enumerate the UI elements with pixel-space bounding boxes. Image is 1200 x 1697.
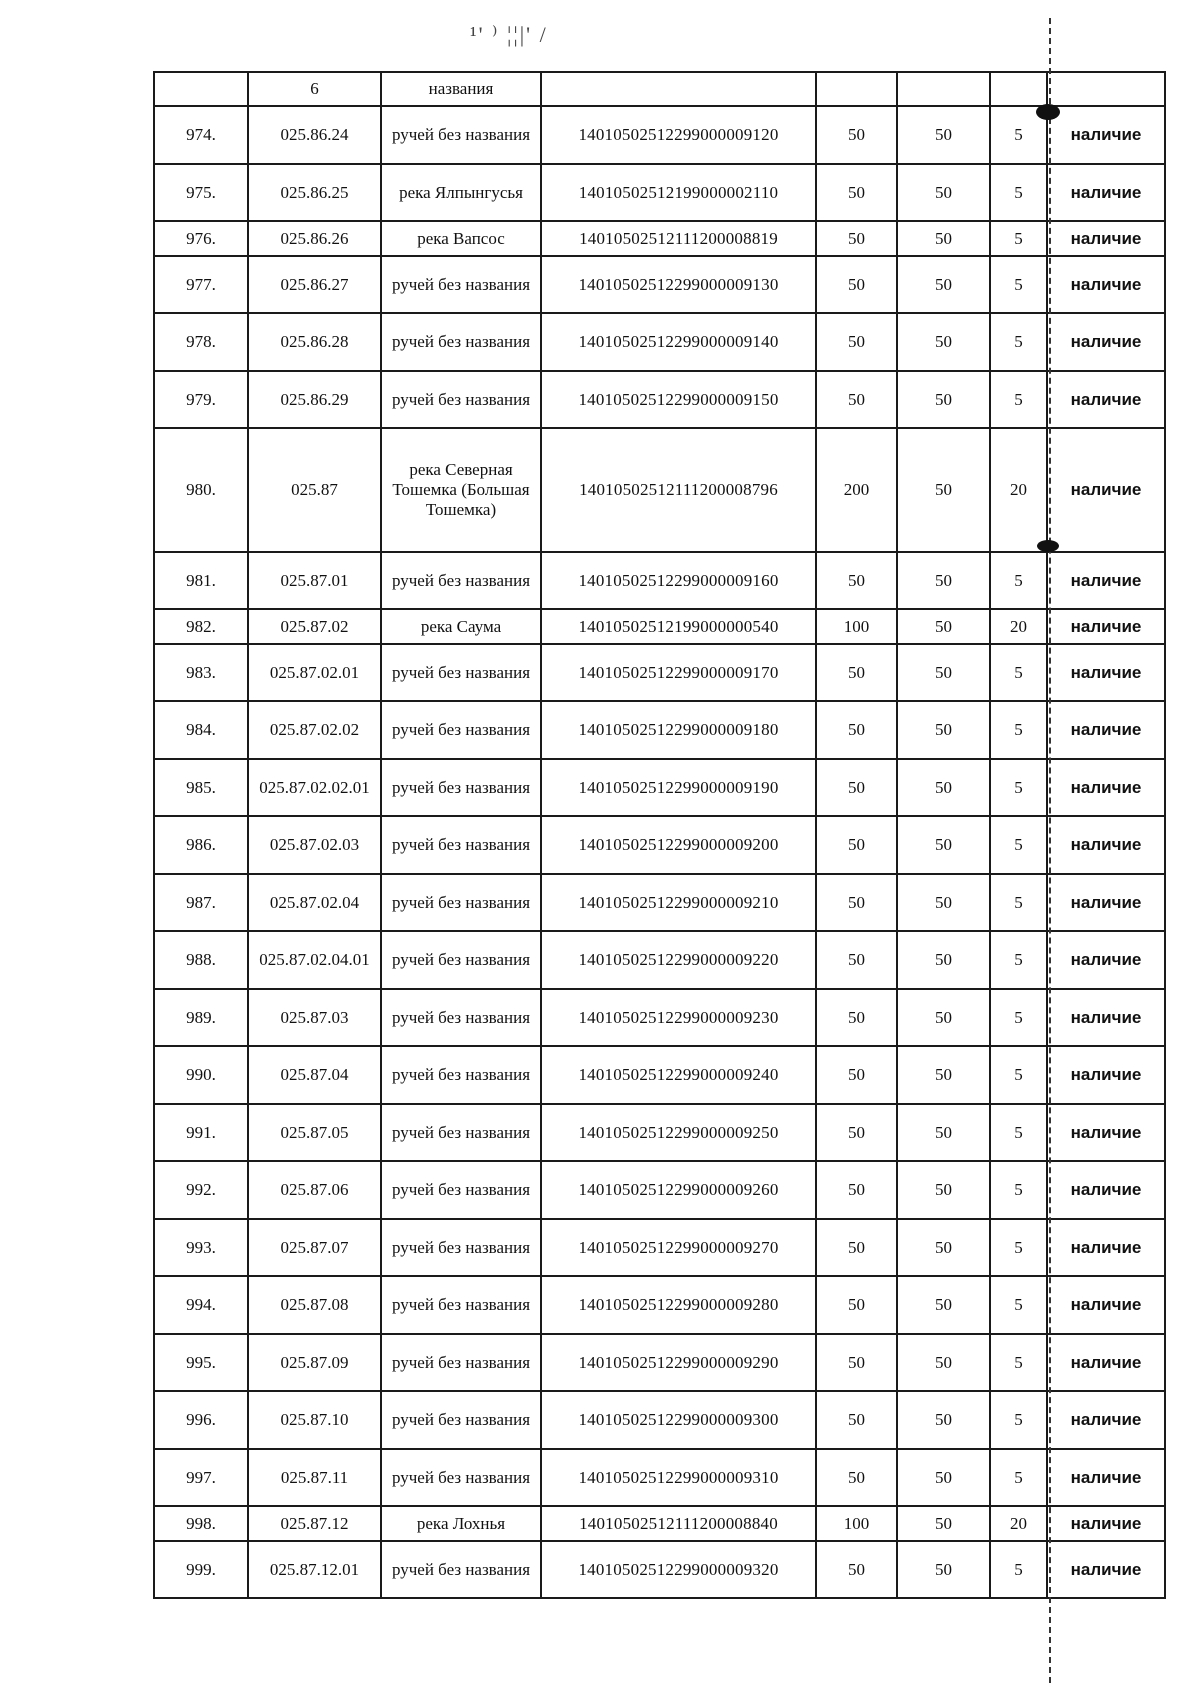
- status-cell: наличие: [1047, 701, 1165, 759]
- value-3: 20: [990, 1506, 1047, 1541]
- value-2: 50: [897, 1276, 990, 1334]
- row-number: 999.: [154, 1541, 248, 1598]
- value-2: 50: [897, 1391, 990, 1449]
- hydro-code: 025.87.02.02.01: [248, 759, 381, 816]
- water-body-name: река Вапсос: [381, 221, 541, 256]
- ink-blot: [1037, 540, 1059, 552]
- row-number: 995.: [154, 1334, 248, 1391]
- value-3: 5: [990, 816, 1047, 874]
- water-body-name: ручей без названия: [381, 701, 541, 759]
- water-body-name: ручей без названия: [381, 313, 541, 371]
- water-body-name: ручей без названия: [381, 931, 541, 989]
- table-row: [154, 989, 1165, 1046]
- hydro-code: 025.87.05: [248, 1104, 381, 1161]
- registry-id: 14010502512299000009300: [541, 1391, 816, 1449]
- row-number: 983.: [154, 644, 248, 701]
- value-3: 5: [990, 931, 1047, 989]
- registry-id: 14010502512299000009160: [541, 552, 816, 609]
- table-body: [154, 72, 1165, 1598]
- registry-id: 14010502512199000002110: [541, 164, 816, 221]
- water-body-name: ручей без названия: [381, 1046, 541, 1104]
- hydro-code: 025.87.02.03: [248, 816, 381, 874]
- water-body-name: ручей без названия: [381, 644, 541, 701]
- hydro-code: 025.86.24: [248, 106, 381, 164]
- scan-fold-line: [1049, 18, 1051, 1683]
- value-1: 50: [816, 1104, 897, 1161]
- row-number: 990.: [154, 1046, 248, 1104]
- hydro-code: 025.87.04: [248, 1046, 381, 1104]
- registry-id: 14010502512299000009190: [541, 759, 816, 816]
- value-2: 50: [897, 816, 990, 874]
- water-body-name: ручей без названия: [381, 1391, 541, 1449]
- table-row: [154, 1541, 1165, 1598]
- water-body-name: ручей без названия: [381, 1161, 541, 1219]
- water-body-name: ручей без названия: [381, 989, 541, 1046]
- value-1: 50: [816, 106, 897, 164]
- status-cell: наличие: [1047, 1276, 1165, 1334]
- value-3: 5: [990, 1046, 1047, 1104]
- registry-id: 14010502512299000009120: [541, 106, 816, 164]
- value-1: 50: [816, 1161, 897, 1219]
- value-1: 50: [816, 552, 897, 609]
- table-row: [154, 164, 1165, 221]
- table-row: [154, 1104, 1165, 1161]
- table-row: [154, 1334, 1165, 1391]
- value-3: 5: [990, 371, 1047, 428]
- row-number: 974.: [154, 106, 248, 164]
- hydro-code: 025.87.08: [248, 1276, 381, 1334]
- value-1: 50: [816, 701, 897, 759]
- value-1: 50: [816, 1219, 897, 1276]
- registry-id: 14010502512299000009140: [541, 313, 816, 371]
- value-2: 50: [897, 1161, 990, 1219]
- water-body-name: река Лохнья: [381, 1506, 541, 1541]
- value-1: 50: [816, 371, 897, 428]
- table-row: [154, 256, 1165, 313]
- water-body-name: ручей без названия: [381, 816, 541, 874]
- value-2: 50: [897, 701, 990, 759]
- value-3: 5: [990, 552, 1047, 609]
- value-1: 50: [816, 874, 897, 931]
- table-row: [154, 874, 1165, 931]
- row-number: 996.: [154, 1391, 248, 1449]
- row-number: 984.: [154, 701, 248, 759]
- value-2: 50: [897, 1046, 990, 1104]
- status-cell: наличие: [1047, 989, 1165, 1046]
- value-2: 50: [897, 106, 990, 164]
- value-3: 5: [990, 874, 1047, 931]
- value-2: 50: [897, 874, 990, 931]
- registry-id: 14010502512299000009260: [541, 1161, 816, 1219]
- hydro-code: 025.87.03: [248, 989, 381, 1046]
- value-3: 5: [990, 1391, 1047, 1449]
- registry-id: 14010502512299000009320: [541, 1541, 816, 1598]
- registry-id: 14010502512111200008840: [541, 1506, 816, 1541]
- hydro-code: 025.86.27: [248, 256, 381, 313]
- value-3: 5: [990, 1449, 1047, 1506]
- value-2: 50: [897, 1449, 990, 1506]
- hydro-code: 025.87: [248, 428, 381, 552]
- value-2: [897, 72, 990, 106]
- value-1: [816, 72, 897, 106]
- hydro-code: 025.86.26: [248, 221, 381, 256]
- value-1: 50: [816, 313, 897, 371]
- status-cell: наличие: [1047, 371, 1165, 428]
- table-row: [154, 759, 1165, 816]
- row-number: 993.: [154, 1219, 248, 1276]
- value-2: 50: [897, 1104, 990, 1161]
- value-2: 50: [897, 609, 990, 644]
- hydro-code: 6: [248, 72, 381, 106]
- row-number: 994.: [154, 1276, 248, 1334]
- value-2: 50: [897, 1506, 990, 1541]
- row-number: 978.: [154, 313, 248, 371]
- water-body-name: ручей без названия: [381, 1104, 541, 1161]
- registry-id: 14010502512299000009130: [541, 256, 816, 313]
- value-3: 5: [990, 313, 1047, 371]
- value-3: 5: [990, 1161, 1047, 1219]
- status-cell: наличие: [1047, 874, 1165, 931]
- row-number: [154, 72, 248, 106]
- value-3: 5: [990, 701, 1047, 759]
- table-row: [154, 1046, 1165, 1104]
- status-cell: наличие: [1047, 256, 1165, 313]
- status-cell: наличие: [1047, 1104, 1165, 1161]
- table-row: [154, 428, 1165, 552]
- table-row: [154, 371, 1165, 428]
- hydro-code: 025.87.02.04.01: [248, 931, 381, 989]
- registry-id: 14010502512199000000540: [541, 609, 816, 644]
- value-2: 50: [897, 989, 990, 1046]
- status-cell: наличие: [1047, 1506, 1165, 1541]
- value-3: 5: [990, 1334, 1047, 1391]
- status-cell: наличие: [1047, 1391, 1165, 1449]
- registry-id: 14010502512299000009230: [541, 989, 816, 1046]
- row-number: 985.: [154, 759, 248, 816]
- value-3: 5: [990, 1276, 1047, 1334]
- hydro-code: 025.87.02.02: [248, 701, 381, 759]
- table-row: [154, 1449, 1165, 1506]
- status-cell: наличие: [1047, 644, 1165, 701]
- registry-id: 14010502512299000009170: [541, 644, 816, 701]
- value-3: 5: [990, 1104, 1047, 1161]
- value-1: 50: [816, 759, 897, 816]
- row-number: 980.: [154, 428, 248, 552]
- value-1: 50: [816, 816, 897, 874]
- hydro-code: 025.87.09: [248, 1334, 381, 1391]
- hydro-code: 025.87.06: [248, 1161, 381, 1219]
- value-1: 200: [816, 428, 897, 552]
- value-1: 50: [816, 1449, 897, 1506]
- status-cell: наличие: [1047, 1161, 1165, 1219]
- value-2: 50: [897, 1219, 990, 1276]
- value-1: 50: [816, 1276, 897, 1334]
- value-2: 50: [897, 552, 990, 609]
- status-cell: наличие: [1047, 1449, 1165, 1506]
- water-body-name: ручей без названия: [381, 371, 541, 428]
- value-2: 50: [897, 313, 990, 371]
- row-number: 991.: [154, 1104, 248, 1161]
- water-body-registry-table: [153, 71, 1166, 1599]
- row-number: 982.: [154, 609, 248, 644]
- value-1: 50: [816, 1334, 897, 1391]
- status-cell: наличие: [1047, 313, 1165, 371]
- registry-id: 14010502512111200008819: [541, 221, 816, 256]
- hydro-code: 025.87.11: [248, 1449, 381, 1506]
- value-3: 5: [990, 989, 1047, 1046]
- value-1: 50: [816, 256, 897, 313]
- status-cell: наличие: [1047, 552, 1165, 609]
- table-row: [154, 1276, 1165, 1334]
- value-3: 5: [990, 164, 1047, 221]
- hydro-code: 025.87.02: [248, 609, 381, 644]
- water-body-name: ручей без названия: [381, 759, 541, 816]
- water-body-name: ручей без названия: [381, 874, 541, 931]
- row-number: 998.: [154, 1506, 248, 1541]
- value-2: 50: [897, 931, 990, 989]
- row-number: 981.: [154, 552, 248, 609]
- water-body-name: ручей без названия: [381, 1276, 541, 1334]
- status-cell: наличие: [1047, 164, 1165, 221]
- value-3: 5: [990, 644, 1047, 701]
- top-scan-marks: ¹' ⁾ ¦¦|' /: [470, 22, 548, 47]
- table-row: [154, 221, 1165, 256]
- value-3: 5: [990, 256, 1047, 313]
- status-cell: наличие: [1047, 816, 1165, 874]
- table-row: [154, 644, 1165, 701]
- value-3: 20: [990, 609, 1047, 644]
- value-2: 50: [897, 164, 990, 221]
- water-body-name: ручей без названия: [381, 1334, 541, 1391]
- value-3: 5: [990, 1541, 1047, 1598]
- row-number: 988.: [154, 931, 248, 989]
- value-3: [990, 72, 1047, 106]
- value-2: 50: [897, 644, 990, 701]
- status-cell: наличие: [1047, 1219, 1165, 1276]
- registry-id: 14010502512299000009150: [541, 371, 816, 428]
- value-2: 50: [897, 221, 990, 256]
- water-body-name: ручей без названия: [381, 1541, 541, 1598]
- value-3: 5: [990, 221, 1047, 256]
- water-body-name: река Северная Тошемка (Большая Тошемка): [381, 428, 541, 552]
- row-number: 997.: [154, 1449, 248, 1506]
- value-2: 50: [897, 759, 990, 816]
- water-body-name: ручей без названия: [381, 106, 541, 164]
- value-2: 50: [897, 256, 990, 313]
- water-body-name: река Саума: [381, 609, 541, 644]
- registry-id: 14010502512111200008796: [541, 428, 816, 552]
- row-number: 976.: [154, 221, 248, 256]
- value-2: 50: [897, 1541, 990, 1598]
- status-cell: наличие: [1047, 1334, 1165, 1391]
- row-number: 992.: [154, 1161, 248, 1219]
- registry-id: 14010502512299000009200: [541, 816, 816, 874]
- registry-id: [541, 72, 816, 106]
- hydro-code: 025.86.29: [248, 371, 381, 428]
- hydro-code: 025.87.10: [248, 1391, 381, 1449]
- value-1: 50: [816, 644, 897, 701]
- value-3: 5: [990, 1219, 1047, 1276]
- status-cell: наличие: [1047, 106, 1165, 164]
- row-number: 987.: [154, 874, 248, 931]
- water-body-name: ручей без названия: [381, 256, 541, 313]
- status-cell: наличие: [1047, 609, 1165, 644]
- hydro-code: 025.87.12.01: [248, 1541, 381, 1598]
- value-3: 5: [990, 106, 1047, 164]
- table-row: [154, 552, 1165, 609]
- row-number: 975.: [154, 164, 248, 221]
- status-cell: наличие: [1047, 1046, 1165, 1104]
- status-cell: наличие: [1047, 759, 1165, 816]
- value-3: 20: [990, 428, 1047, 552]
- registry-id: 14010502512299000009180: [541, 701, 816, 759]
- value-1: 50: [816, 1391, 897, 1449]
- status-cell: наличие: [1047, 428, 1165, 552]
- ink-blot: [1036, 104, 1060, 120]
- hydro-code: 025.86.28: [248, 313, 381, 371]
- water-body-name: ручей без названия: [381, 1219, 541, 1276]
- water-body-name: ручей без названия: [381, 1449, 541, 1506]
- hydro-code: 025.87.02.04: [248, 874, 381, 931]
- table-row: [154, 931, 1165, 989]
- value-1: 50: [816, 931, 897, 989]
- value-1: 50: [816, 1046, 897, 1104]
- value-1: 100: [816, 609, 897, 644]
- value-1: 100: [816, 1506, 897, 1541]
- table-row: [154, 1219, 1165, 1276]
- table-row: [154, 313, 1165, 371]
- registry-id: 14010502512299000009250: [541, 1104, 816, 1161]
- hydro-code: 025.87.02.01: [248, 644, 381, 701]
- table-row: [154, 701, 1165, 759]
- registry-id: 14010502512299000009310: [541, 1449, 816, 1506]
- value-2: 50: [897, 371, 990, 428]
- table-row: [154, 1506, 1165, 1541]
- value-2: 50: [897, 428, 990, 552]
- table-row: [154, 1391, 1165, 1449]
- registry-id: 14010502512299000009270: [541, 1219, 816, 1276]
- registry-id: 14010502512299000009280: [541, 1276, 816, 1334]
- water-body-name: река Ялпынгусья: [381, 164, 541, 221]
- row-number: 979.: [154, 371, 248, 428]
- row-number: 986.: [154, 816, 248, 874]
- hydro-code: 025.87.07: [248, 1219, 381, 1276]
- table-row: [154, 72, 1165, 106]
- table-row: [154, 816, 1165, 874]
- status-cell: наличие: [1047, 1541, 1165, 1598]
- value-2: 50: [897, 1334, 990, 1391]
- registry-id: 14010502512299000009220: [541, 931, 816, 989]
- value-1: 50: [816, 221, 897, 256]
- registry-id: 14010502512299000009290: [541, 1334, 816, 1391]
- table-row: [154, 609, 1165, 644]
- value-1: 50: [816, 989, 897, 1046]
- hydro-code: 025.87.12: [248, 1506, 381, 1541]
- row-number: 989.: [154, 989, 248, 1046]
- status-cell: [1047, 72, 1165, 106]
- status-cell: наличие: [1047, 221, 1165, 256]
- table-row: [154, 1161, 1165, 1219]
- table-row: [154, 106, 1165, 164]
- hydro-code: 025.86.25: [248, 164, 381, 221]
- value-1: 50: [816, 1541, 897, 1598]
- registry-id: 14010502512299000009240: [541, 1046, 816, 1104]
- water-body-name: названия: [381, 72, 541, 106]
- registry-id: 14010502512299000009210: [541, 874, 816, 931]
- water-body-name: ручей без названия: [381, 552, 541, 609]
- hydro-code: 025.87.01: [248, 552, 381, 609]
- value-3: 5: [990, 759, 1047, 816]
- status-cell: наличие: [1047, 931, 1165, 989]
- row-number: 977.: [154, 256, 248, 313]
- value-1: 50: [816, 164, 897, 221]
